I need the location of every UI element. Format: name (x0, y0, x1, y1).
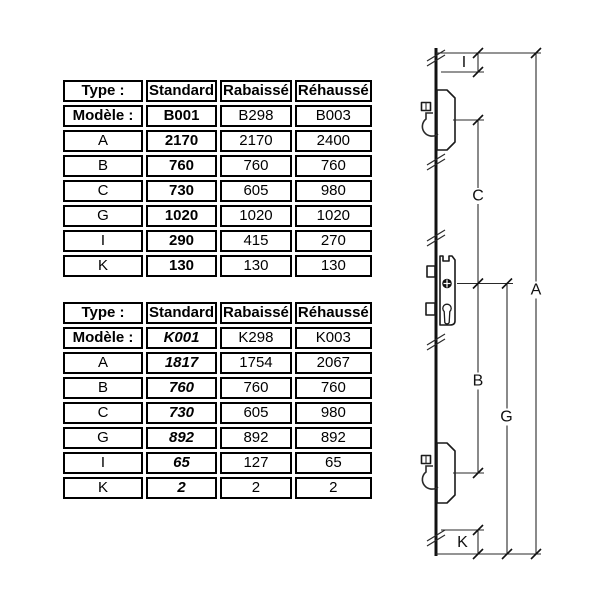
dim-value-standard: 130 (146, 255, 217, 277)
model-standard: B001 (146, 105, 217, 127)
type-label: Type : (63, 302, 143, 324)
dim-label-A: A (530, 281, 542, 299)
dim-value-standard: 1020 (146, 205, 217, 227)
table-row (63, 230, 372, 252)
dim-value-rabaisse: 760 (220, 377, 292, 399)
dim-value-standard: 290 (146, 230, 217, 252)
dim-value-rabaisse: 2 (220, 477, 292, 499)
spec-table-b-series (60, 77, 375, 280)
table-row (63, 377, 372, 399)
model-standard: K001 (146, 327, 217, 349)
col-header-standard: Standard (146, 302, 217, 324)
dim-label: I (63, 230, 143, 252)
col-header-rabaisse: Rabaissé (220, 302, 292, 324)
dim-value-standard: 1817 (146, 352, 217, 374)
table-row (63, 352, 372, 374)
multipoint-lock-drawing (400, 20, 580, 590)
table-row (63, 205, 372, 227)
dim-label: C (63, 402, 143, 424)
table-row (63, 402, 372, 424)
dim-label: K (63, 255, 143, 277)
dim-value-rabaisse: 1754 (220, 352, 292, 374)
dim-label: K (63, 477, 143, 499)
dim-label: A (63, 130, 143, 152)
model-rehausse: B003 (295, 105, 372, 127)
model-rehausse: K003 (295, 327, 372, 349)
dim-label: G (63, 205, 143, 227)
dimension-G (500, 284, 512, 555)
dim-value-rehausse: 760 (295, 377, 372, 399)
model-row (63, 327, 372, 349)
dim-value-rabaisse: 605 (220, 402, 292, 424)
dim-value-rabaisse: 760 (220, 155, 292, 177)
table-row (63, 155, 372, 177)
dim-label: B (63, 377, 143, 399)
top-hook-lockpoint (422, 90, 456, 150)
table-row (63, 180, 372, 202)
dim-value-standard: 65 (146, 452, 217, 474)
col-header-standard: Standard (146, 80, 217, 102)
dim-label-K: K (457, 534, 468, 551)
dim-value-standard: 730 (146, 402, 217, 424)
dim-value-standard: 760 (146, 155, 217, 177)
dimension-B (473, 284, 484, 474)
model-rabaisse: B298 (220, 105, 292, 127)
header-row (63, 302, 372, 324)
dim-value-rehausse: 270 (295, 230, 372, 252)
table-row (63, 130, 372, 152)
model-row (63, 105, 372, 127)
model-label: Modèle : (63, 327, 143, 349)
dim-label-G: G (500, 408, 513, 426)
dim-value-standard: 892 (146, 427, 217, 449)
type-label: Type : (63, 80, 143, 102)
dimension-A (531, 53, 542, 554)
dimension-C (472, 120, 484, 284)
header-row (63, 80, 372, 102)
dim-value-standard: 2 (146, 477, 217, 499)
dim-value-standard: 2170 (146, 130, 217, 152)
dim-value-rabaisse: 892 (220, 427, 292, 449)
dim-value-rabaisse: 605 (220, 180, 292, 202)
col-header-rehausse: Réhaussé (295, 302, 372, 324)
dim-label-I: I (461, 54, 467, 71)
table-row (63, 255, 372, 277)
col-header-rabaisse: Rabaissé (220, 80, 292, 102)
dim-value-rabaisse: 2170 (220, 130, 292, 152)
dim-label-B: B (472, 372, 484, 390)
dim-value-standard: 730 (146, 180, 217, 202)
dim-label: G (63, 427, 143, 449)
dim-label: A (63, 352, 143, 374)
dim-value-rehausse: 980 (295, 180, 372, 202)
table-row (63, 477, 372, 499)
dim-value-rabaisse: 127 (220, 452, 292, 474)
dim-value-rehausse: 2 (295, 477, 372, 499)
central-gearbox (426, 256, 455, 325)
dim-value-rabaisse: 415 (220, 230, 292, 252)
bottom-hook-lockpoint (422, 443, 456, 503)
dim-value-rehausse: 760 (295, 155, 372, 177)
table-row (63, 427, 372, 449)
dim-label: I (63, 452, 143, 474)
dim-value-rehausse: 130 (295, 255, 372, 277)
dim-value-standard: 760 (146, 377, 217, 399)
dim-value-rehausse: 980 (295, 402, 372, 424)
dim-value-rabaisse: 1020 (220, 205, 292, 227)
model-label: Modèle : (63, 105, 143, 127)
dim-value-rehausse: 892 (295, 427, 372, 449)
dim-value-rehausse: 2067 (295, 352, 372, 374)
table-row (63, 452, 372, 474)
model-rabaisse: K298 (220, 327, 292, 349)
col-header-rehausse: Réhaussé (295, 80, 372, 102)
dim-label: C (63, 180, 143, 202)
dim-value-rehausse: 65 (295, 452, 372, 474)
dim-label-C: C (472, 187, 484, 205)
dim-value-rehausse: 2400 (295, 130, 372, 152)
dim-value-rehausse: 1020 (295, 205, 372, 227)
dim-value-rabaisse: 130 (220, 255, 292, 277)
spec-table-k-series (60, 299, 375, 502)
dim-label: B (63, 155, 143, 177)
